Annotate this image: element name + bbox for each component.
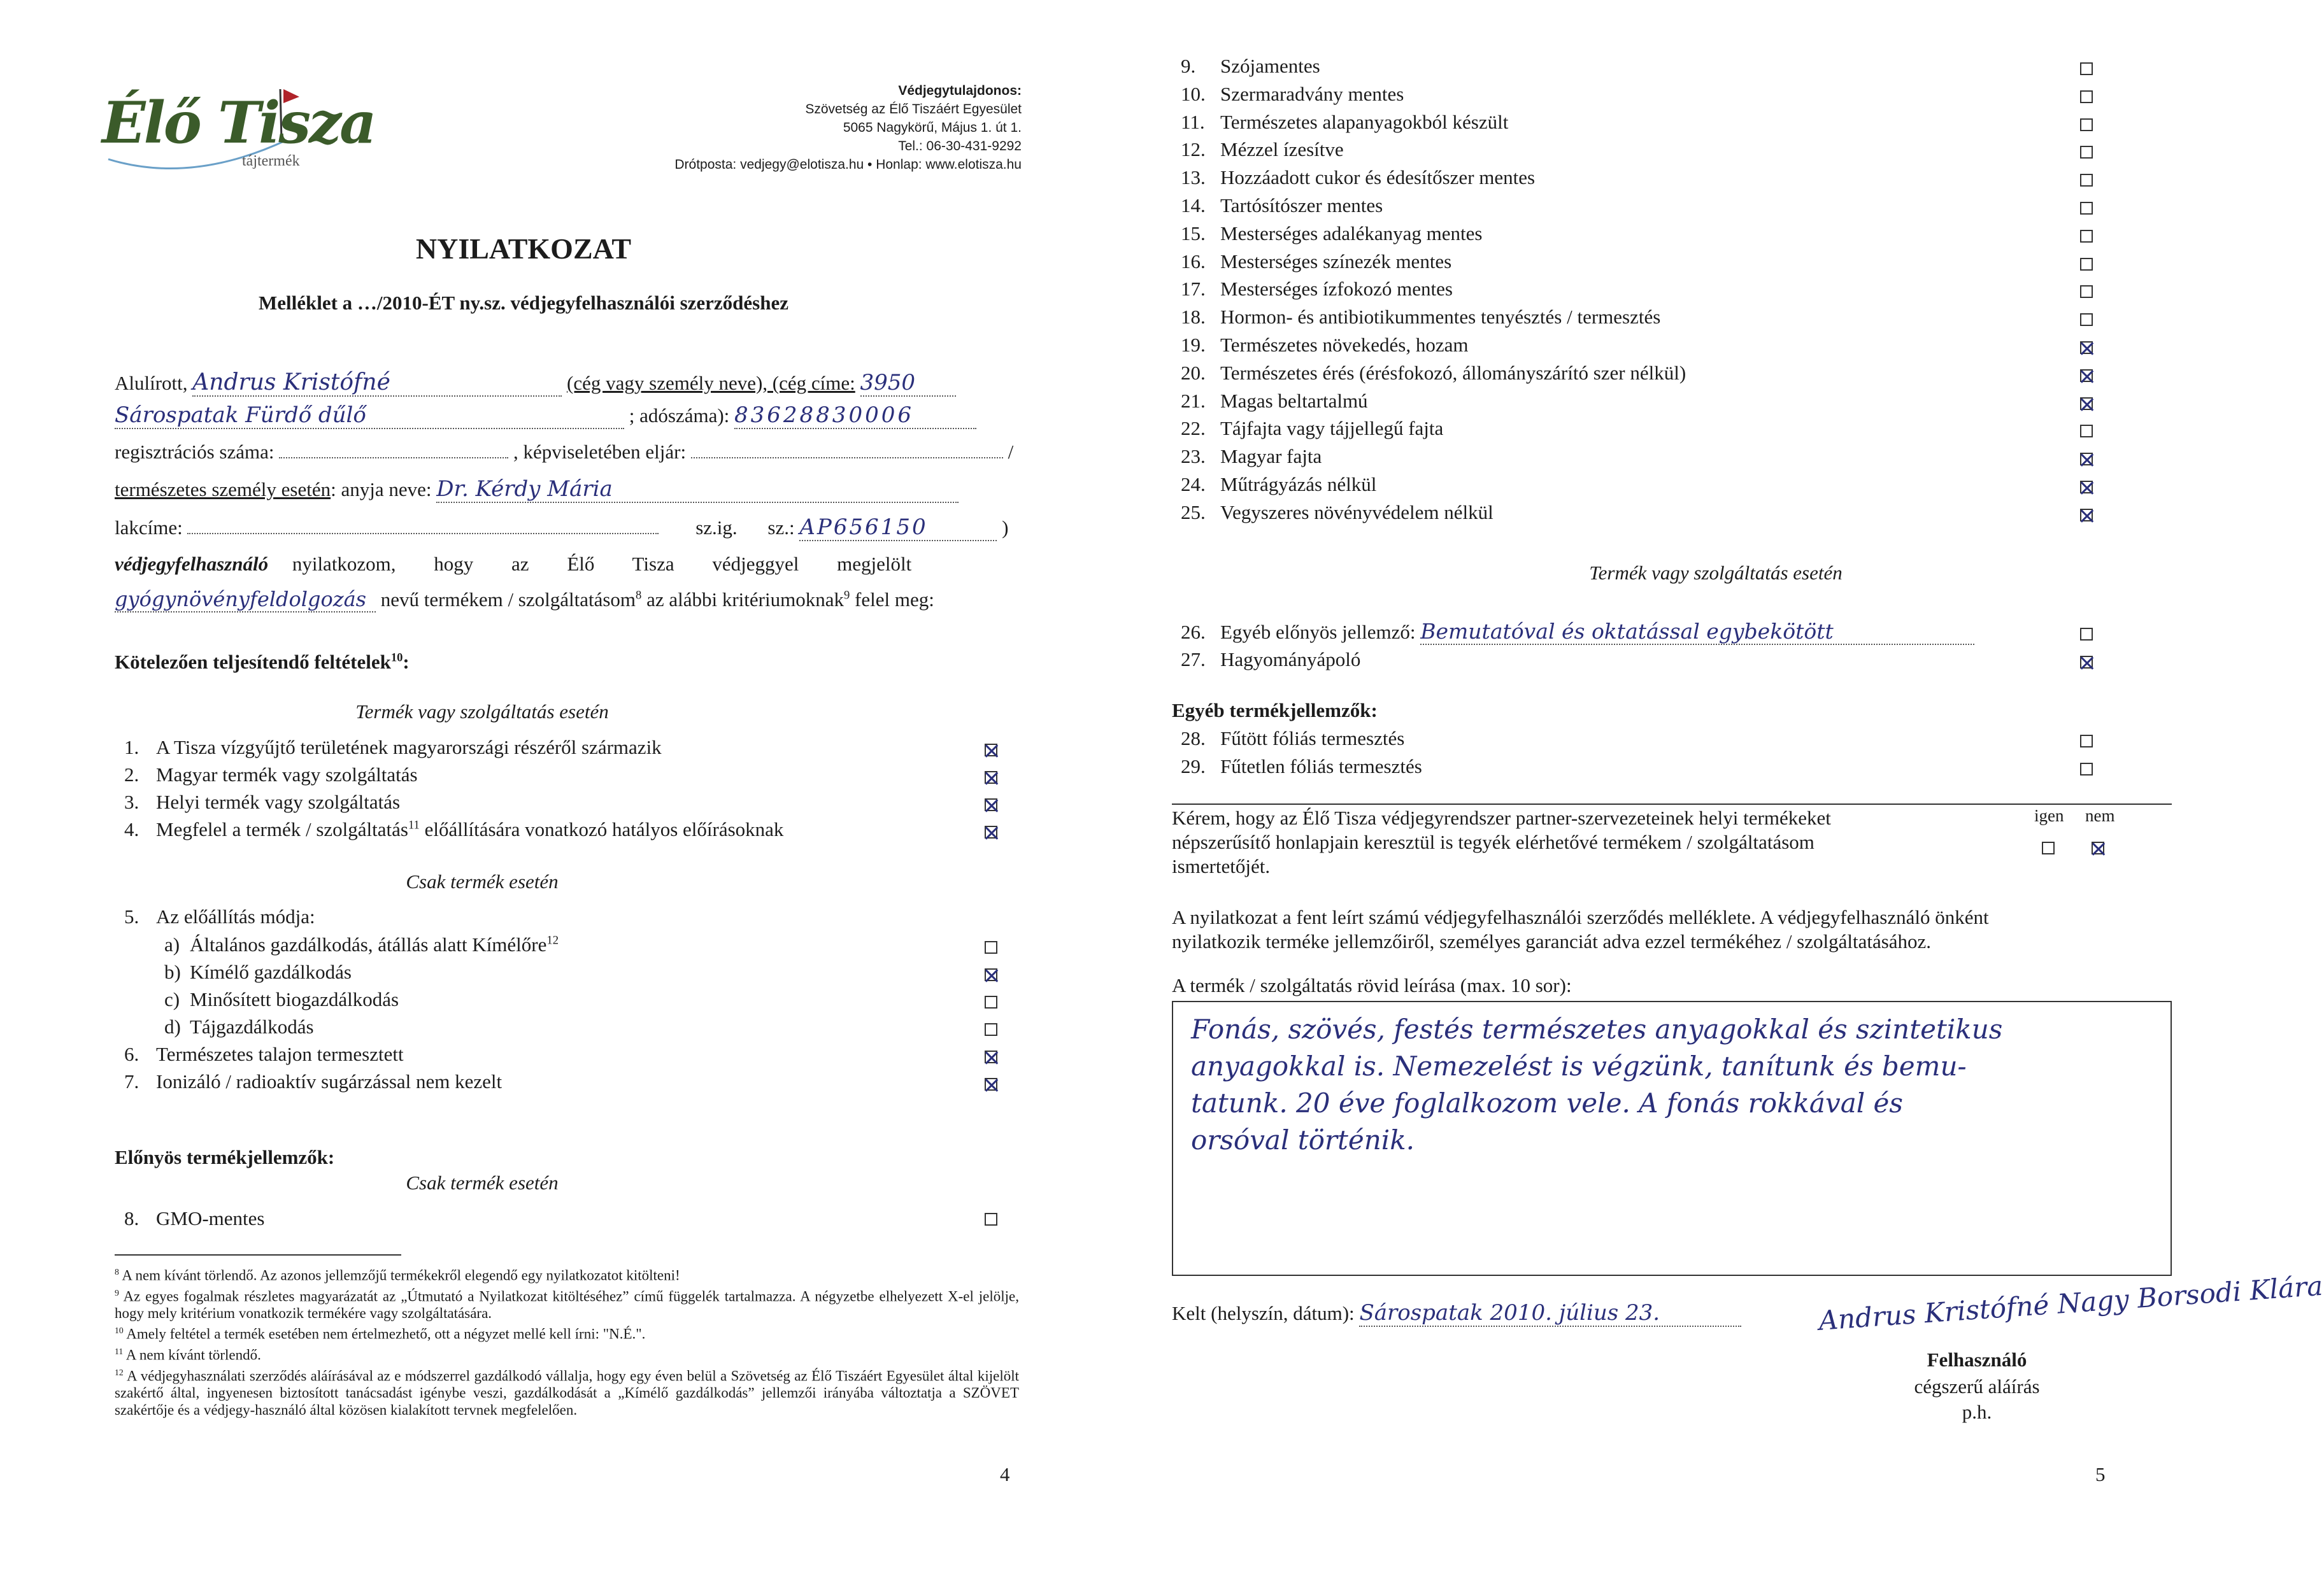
leiras-box[interactable] bbox=[1172, 1001, 2172, 1276]
kotelezo-heading: Kötelezően teljesítendő feltételek$^{10}$: bbox=[115, 651, 410, 673]
criterion-5c-checkbox[interactable] bbox=[985, 996, 997, 1009]
criterion-20-row bbox=[1181, 362, 1686, 385]
elonyos-heading: Előnyös termékjellemzők: bbox=[115, 1146, 335, 1168]
checkbox-27[interactable] bbox=[2080, 656, 2093, 669]
criterion-24-row bbox=[1181, 473, 1376, 496]
criterion-4-text: Megfelel a termék / szolgáltatás bbox=[156, 818, 408, 840]
criterion-1-num: 1. bbox=[124, 736, 139, 758]
nem-checkbox[interactable] bbox=[2092, 842, 2104, 854]
criterion-2-num: 2. bbox=[124, 763, 139, 786]
criterion-20-text: Természetes érés (érésfokozó, állományszárító szer nélkül) bbox=[1220, 361, 1686, 384]
criterion-29-checkbox[interactable] bbox=[2080, 763, 2093, 775]
kelt-line: Kelt (helyszín, dátum): Sárospatak 2010. július 23. bbox=[1172, 1300, 1741, 1327]
criterion-5d-text: Tájgazdálkodás bbox=[190, 1016, 314, 1038]
leiras-line: Fonás, szövés, festés természetes anyagokkal és szintetikus bbox=[1191, 1014, 2003, 1045]
criterion-25-row bbox=[1181, 501, 1493, 524]
criterion-19-text: Természetes növekedés, hozam bbox=[1220, 334, 1469, 356]
criterion-17-row bbox=[1181, 278, 1453, 301]
criterion-19-row bbox=[1181, 334, 1468, 357]
item26-value: Bemutatóval és oktatással egybekötött bbox=[1420, 619, 1974, 645]
igen-label: igen bbox=[2034, 806, 2064, 825]
criterion-5: 5. Az előállítás módja: bbox=[124, 905, 315, 928]
criterion-25-num: 25. bbox=[1181, 500, 1206, 523]
melleklet-text: A nyilatkozat a fent leírt számú védjegyfelhasználói szerződés melléklete. A védjegyfelhasználó önként nyilatkozik terméke jellemzőiről, személyes garanciát adva ezzel termékéhez / szolgáltatásához. bbox=[1172, 906, 1989, 952]
criterion-18-checkbox[interactable] bbox=[2080, 313, 2093, 326]
criterion-25-checkbox[interactable] bbox=[2080, 509, 2093, 521]
section-csak-termek: Csak termék esetén bbox=[406, 870, 559, 893]
criterion-15-row bbox=[1181, 222, 1482, 245]
owner-address: 5065 Nagykörű, Május 1. út 1. bbox=[843, 120, 1022, 135]
footnote-10: $^{10}$ Amely feltétel a termék esetében nem értelmezhető, ott a négyzet mellé kell írni: "N.É.". bbox=[115, 1326, 646, 1342]
criterion-2-row bbox=[124, 763, 418, 786]
criterion-15-checkbox[interactable] bbox=[2080, 230, 2093, 243]
criterion-24-text: Műtrágyázás nélkül bbox=[1220, 473, 1377, 495]
criterion-6-row bbox=[124, 1043, 404, 1066]
leiras-line: orsóval történik. bbox=[1191, 1124, 1415, 1156]
criterion-14-row bbox=[1181, 194, 1383, 217]
criterion-1-checkbox[interactable] bbox=[985, 744, 997, 756]
criterion-11-num: 11. bbox=[1181, 110, 1205, 133]
footnote-rule bbox=[115, 1254, 401, 1256]
criterion-28-row bbox=[1181, 727, 1404, 750]
form-line-5: lakcíme: sz.ig. sz.: AP656150 ) bbox=[115, 514, 1009, 540]
footnote-8: $^8$ A nem kívánt törlendő. Az azonos jellemzőjű termékekről elegendő egy nyilatkozatot kitölteni! bbox=[115, 1267, 680, 1284]
name-value: Andrus Kristófné bbox=[192, 369, 562, 397]
criterion-13-row bbox=[1181, 166, 1535, 189]
leiras-line: anyagokkal is. Nemezelést is végzünk, tanítunk és bemu- bbox=[1191, 1051, 1967, 1082]
criterion-10-checkbox[interactable] bbox=[2080, 90, 2093, 103]
criterion-11-checkbox[interactable] bbox=[2080, 118, 2093, 131]
felhasznalo-label: Felhasználó bbox=[1927, 1349, 2027, 1371]
criterion-5a-checkbox[interactable] bbox=[985, 941, 997, 954]
criterion-21-checkbox[interactable] bbox=[2080, 397, 2093, 410]
criterion-3-text: Helyi termék vagy szolgáltatás bbox=[156, 791, 401, 813]
criterion-9-text: Szójamentes bbox=[1220, 55, 1320, 77]
criterion-5c-num: c) bbox=[164, 988, 180, 1010]
form-line-2 bbox=[115, 402, 976, 429]
criterion-10-num: 10. bbox=[1181, 82, 1206, 105]
criterion-23-num: 23. bbox=[1181, 445, 1206, 468]
criterion-13-text: Hozzáadott cukor és édesítőszer mentes bbox=[1220, 166, 1536, 189]
criterion-20-num: 20. bbox=[1181, 361, 1206, 384]
criterion-22-num: 22. bbox=[1181, 417, 1206, 440]
criterion-28-num: 28. bbox=[1181, 727, 1206, 749]
criterion-16-checkbox[interactable] bbox=[2080, 258, 2093, 271]
criterion-21-num: 21. bbox=[1181, 389, 1206, 412]
ph-label: p.h. bbox=[1962, 1401, 1992, 1423]
criterion-5a-row: a) Általános gazdálkodás, átállás alatt Kímélőre$^{12}$ bbox=[164, 933, 559, 956]
criterion-3-num: 3. bbox=[124, 791, 139, 813]
address-value-2: Sárospatak Fürdő dűlő bbox=[115, 402, 624, 429]
criterion-5c-text: Minősített biogazdálkodás bbox=[190, 988, 399, 1010]
criterion-24-checkbox[interactable] bbox=[2080, 481, 2093, 493]
owner-phone: Tel.: 06-30-431-9292 bbox=[898, 139, 1022, 153]
criterion-14-text: Tartósítószer mentes bbox=[1220, 194, 1383, 216]
right-page bbox=[1117, 0, 2324, 1579]
criterion-5d-num: d) bbox=[164, 1016, 181, 1038]
anyja-value: Dr. Kérdy Mária bbox=[436, 476, 959, 503]
criterion-12-text: Mézzel ízesítve bbox=[1220, 138, 1344, 161]
criterion-21-row bbox=[1181, 390, 1368, 413]
ceg-label: (cég vagy személy neve), (cég címe: bbox=[567, 372, 855, 394]
criterion-6-text: Természetes talajon termesztett bbox=[156, 1043, 404, 1065]
egyeb-heading: Egyéb termékjellemzők: bbox=[1172, 699, 1378, 721]
criterion-28-checkbox[interactable] bbox=[2080, 735, 2093, 747]
criterion-19-checkbox[interactable] bbox=[2080, 341, 2093, 354]
criterion-4-row: 4. Megfelel a termék / szolgáltatás$^{11}$ előállítására vonatkozó hatályos előírásoknak bbox=[124, 818, 784, 840]
criterion-3-row bbox=[124, 791, 400, 814]
criterion-7-num: 7. bbox=[124, 1070, 139, 1093]
criterion-2-checkbox[interactable] bbox=[985, 771, 997, 784]
leiras-line: tatunk. 20 éve foglalkozom vele. A fonás rokkával és bbox=[1191, 1087, 1903, 1119]
adoszam-label: ; adószáma): bbox=[629, 404, 730, 427]
criterion-16-text: Mesterséges színezék mentes bbox=[1220, 250, 1452, 273]
checkbox-8[interactable] bbox=[985, 1213, 997, 1226]
criterion-9-checkbox[interactable] bbox=[2080, 62, 2093, 75]
criterion-25-text: Vegyszeres növényvédelem nélkül bbox=[1220, 500, 1493, 523]
form-line-4: természetes személy esetén: anyja neve: Dr. Kérdy Mária bbox=[115, 476, 959, 503]
criterion-22-row bbox=[1181, 417, 1443, 440]
signature: Andrus Kristófné Nagy Borsodi Klára bbox=[1818, 1270, 2324, 1336]
right-termek-vagy: Termék vagy szolgáltatás esetén bbox=[1589, 562, 1843, 584]
criterion-5b-row bbox=[164, 961, 352, 984]
nem-label: nem bbox=[2085, 806, 2115, 825]
address-value-1: 3950 bbox=[860, 370, 956, 397]
footnote-9: $^9$ Az egyes fogalmak részletes magyarázatát az „Útmutató a Nyilatkozat kitöltéséhez” című függelék tartalmazza. A négyzetbe elhelyezett X-el jelölje, hogy mely kritérium vonatkozik termékére vagy szolgáltatására. bbox=[115, 1287, 1019, 1322]
page-number-right: 5 bbox=[2095, 1463, 2106, 1485]
cegszeru-label: cégszerű aláírás bbox=[1914, 1375, 2040, 1398]
criterion-28-text: Fűtött fóliás termesztés bbox=[1220, 727, 1405, 749]
left-page bbox=[0, 0, 1117, 1579]
criterion-3-checkbox[interactable] bbox=[985, 798, 997, 811]
kerem-rule bbox=[1172, 804, 2172, 805]
criterion-16-num: 16. bbox=[1181, 250, 1206, 273]
criterion-10-row bbox=[1181, 83, 1404, 106]
criterion-17-checkbox[interactable] bbox=[2080, 285, 2093, 298]
page-subtitle: Melléklet a …/2010-ÉT ny.sz. védjegyfelhasználói szerződéshez bbox=[258, 292, 788, 314]
page-number-left: 4 bbox=[1000, 1463, 1010, 1485]
kelt-value: Sárospatak 2010. július 23. bbox=[1359, 1300, 1741, 1327]
criterion-14-num: 14. bbox=[1181, 194, 1206, 216]
form-line-6: védjegyfelhasználó nyilatkozom, hogy az Élő Tisza védjeggyel megjelölt bbox=[115, 553, 912, 575]
criterion-18-num: 18. bbox=[1181, 306, 1206, 329]
criterion-17-text: Mesterséges ízfokozó mentes bbox=[1220, 278, 1453, 301]
criterion-5c-row bbox=[164, 988, 399, 1011]
owner-contact: Drótposta: vedjegy@elotisza.hu • Honlap: www.elotisza.hu bbox=[674, 157, 1022, 172]
section-csak-termek-2: Csak termék esetén bbox=[406, 1172, 559, 1194]
criterion-24-num: 24. bbox=[1181, 473, 1206, 495]
footnote-12: $^{12}$ A védjegyhasználati szerződés aláírásával az e módszerrel gazdálkodó vállalja, hogy egy éven belül a Szövetség az Élő Tiszáért Egyesület által kijelölt szakértő által, ingyenesen biztosított tanácsadást igénybe veszi, gazdálkodását a „Kímélő gazdálkodás” jellemzői irányába változtatja a SZÖVET szakértője és a védjegy-használó által közösen kialakított tervnek megfelelően. bbox=[115, 1367, 1019, 1419]
kerem-text: Kérem, hogy az Élő Tisza védjegyrendszer partner-szervezeteinek helyi termékeket népszerűsítő honlapjain keresztül is tegyék elérhetővé termékem / szolgáltatásom ismertetőjét. bbox=[1172, 807, 1831, 877]
criterion-2-text: Magyar termék vagy szolgáltatás bbox=[156, 763, 418, 786]
logo-subtext: tájtermék bbox=[242, 153, 300, 169]
criterion-8: 8. GMO-mentes bbox=[124, 1207, 265, 1229]
criterion-6-checkbox[interactable] bbox=[985, 1051, 997, 1063]
leiras-label: A termék / szolgáltatás rövid leírása (max. 10 sor): bbox=[1172, 974, 1572, 996]
criterion-6-num: 6. bbox=[124, 1043, 139, 1065]
criterion-5a-text: Általános gazdálkodás, átállás alatt Kímélőre bbox=[190, 933, 547, 956]
criterion-11-row bbox=[1181, 111, 1508, 134]
elo-tisza-logo bbox=[96, 64, 375, 178]
szig-value: AP656150 bbox=[799, 514, 997, 541]
criterion-4-checkbox[interactable] bbox=[985, 826, 997, 839]
criterion-9-row bbox=[1181, 55, 1320, 78]
criterion-5b-num: b) bbox=[164, 961, 181, 983]
criterion-21-text: Magas beltartalmú bbox=[1220, 389, 1368, 412]
criterion-15-num: 15. bbox=[1181, 222, 1206, 244]
footnote-11: $^{11}$ A nem kívánt törlendő. bbox=[115, 1346, 261, 1363]
criterion-4-num: 4. bbox=[124, 818, 139, 840]
form-line-1: Alulírott, Andrus Kristófné (cég vagy személy neve), (cég címe: 3950 bbox=[115, 369, 956, 397]
criterion-1-text: A Tisza vízgyűjtő területének magyarországi részéről származik bbox=[156, 736, 662, 758]
criterion-7-row bbox=[124, 1070, 502, 1093]
criterion-20-checkbox[interactable] bbox=[2080, 369, 2093, 382]
criterion-14-checkbox[interactable] bbox=[2080, 202, 2093, 215]
criterion-7-checkbox[interactable] bbox=[985, 1078, 997, 1091]
criterion-5b-text: Kímélő gazdálkodás bbox=[190, 961, 352, 983]
criterion-19-num: 19. bbox=[1181, 334, 1206, 356]
criterion-10-text: Szermaradvány mentes bbox=[1220, 82, 1404, 105]
criterion-15-text: Mesterséges adalékanyag mentes bbox=[1220, 222, 1483, 244]
igen-checkbox[interactable] bbox=[2042, 842, 2055, 854]
criterion-16-row bbox=[1181, 250, 1451, 273]
criterion-5a-num: a) bbox=[164, 933, 180, 956]
logo-text: Élő Tisza bbox=[102, 89, 375, 157]
criterion-12-row bbox=[1181, 138, 1344, 161]
criterion-18-row bbox=[1181, 306, 1660, 329]
criterion-12-checkbox[interactable] bbox=[2080, 146, 2093, 159]
page-title: NYILATKOZAT bbox=[415, 232, 632, 265]
adoszam-value: 83628830006 bbox=[734, 402, 976, 429]
owner-heading: Védjegytulajdonos: bbox=[898, 83, 1022, 98]
criterion-5d-checkbox[interactable] bbox=[985, 1023, 997, 1036]
product-value: gyógynövényfeldolgozás bbox=[115, 587, 376, 612]
criterion-12-num: 12. bbox=[1181, 138, 1206, 161]
form-line-7: gyógynövényfeldolgozás nevű termékem / szolgáltatásom$^8$ az alábbi kritériumoknak$^9$ felel meg: bbox=[115, 587, 934, 611]
criterion-7-text: Ionizáló / radioaktív sugárzással nem kezelt bbox=[156, 1070, 503, 1093]
section-termek-vagy: Termék vagy szolgáltatás esetén bbox=[355, 700, 609, 723]
criterion-5d-row bbox=[164, 1016, 314, 1038]
criterion-13-checkbox[interactable] bbox=[2080, 174, 2093, 187]
criterion-9-num: 9. bbox=[1181, 55, 1196, 77]
criterion-5b-checkbox[interactable] bbox=[985, 968, 997, 981]
criterion-1-row bbox=[124, 736, 662, 759]
criterion-27: 27. Hagyományápoló bbox=[1181, 648, 1361, 670]
form-line-3: regisztrációs száma: , képviseletében eljár: / bbox=[115, 441, 1014, 463]
criterion-26: 26. Egyéb előnyös jellemző: Bemutatóval és oktatással egybekötött bbox=[1181, 619, 1974, 645]
checkbox-26[interactable] bbox=[2080, 628, 2093, 641]
leiras-lines bbox=[1191, 1011, 2002, 1159]
criterion-17-num: 17. bbox=[1181, 278, 1206, 301]
criterion-22-checkbox[interactable] bbox=[2080, 425, 2093, 437]
criterion-18-text: Hormon- és antibiotikummentes tenyésztés / termesztés bbox=[1220, 306, 1661, 329]
criterion-29-text: Fűtetlen fóliás termesztés bbox=[1220, 755, 1422, 777]
criterion-29-num: 29. bbox=[1181, 755, 1206, 777]
criterion-23-text: Magyar fajta bbox=[1220, 445, 1322, 468]
owner-block bbox=[674, 81, 1022, 174]
criterion-22-text: Tájfajta vagy tájjellegű fajta bbox=[1220, 417, 1444, 440]
owner-org: Szövetség az Élő Tiszáért Egyesület bbox=[805, 102, 1022, 117]
criterion-13-num: 13. bbox=[1181, 166, 1206, 189]
criterion-23-checkbox[interactable] bbox=[2080, 453, 2093, 465]
footnotes bbox=[115, 1263, 1019, 1419]
criterion-23-row bbox=[1181, 445, 1322, 468]
criterion-29-row bbox=[1181, 755, 1422, 778]
criterion-11-text: Természetes alapanyagokból készült bbox=[1220, 110, 1509, 133]
